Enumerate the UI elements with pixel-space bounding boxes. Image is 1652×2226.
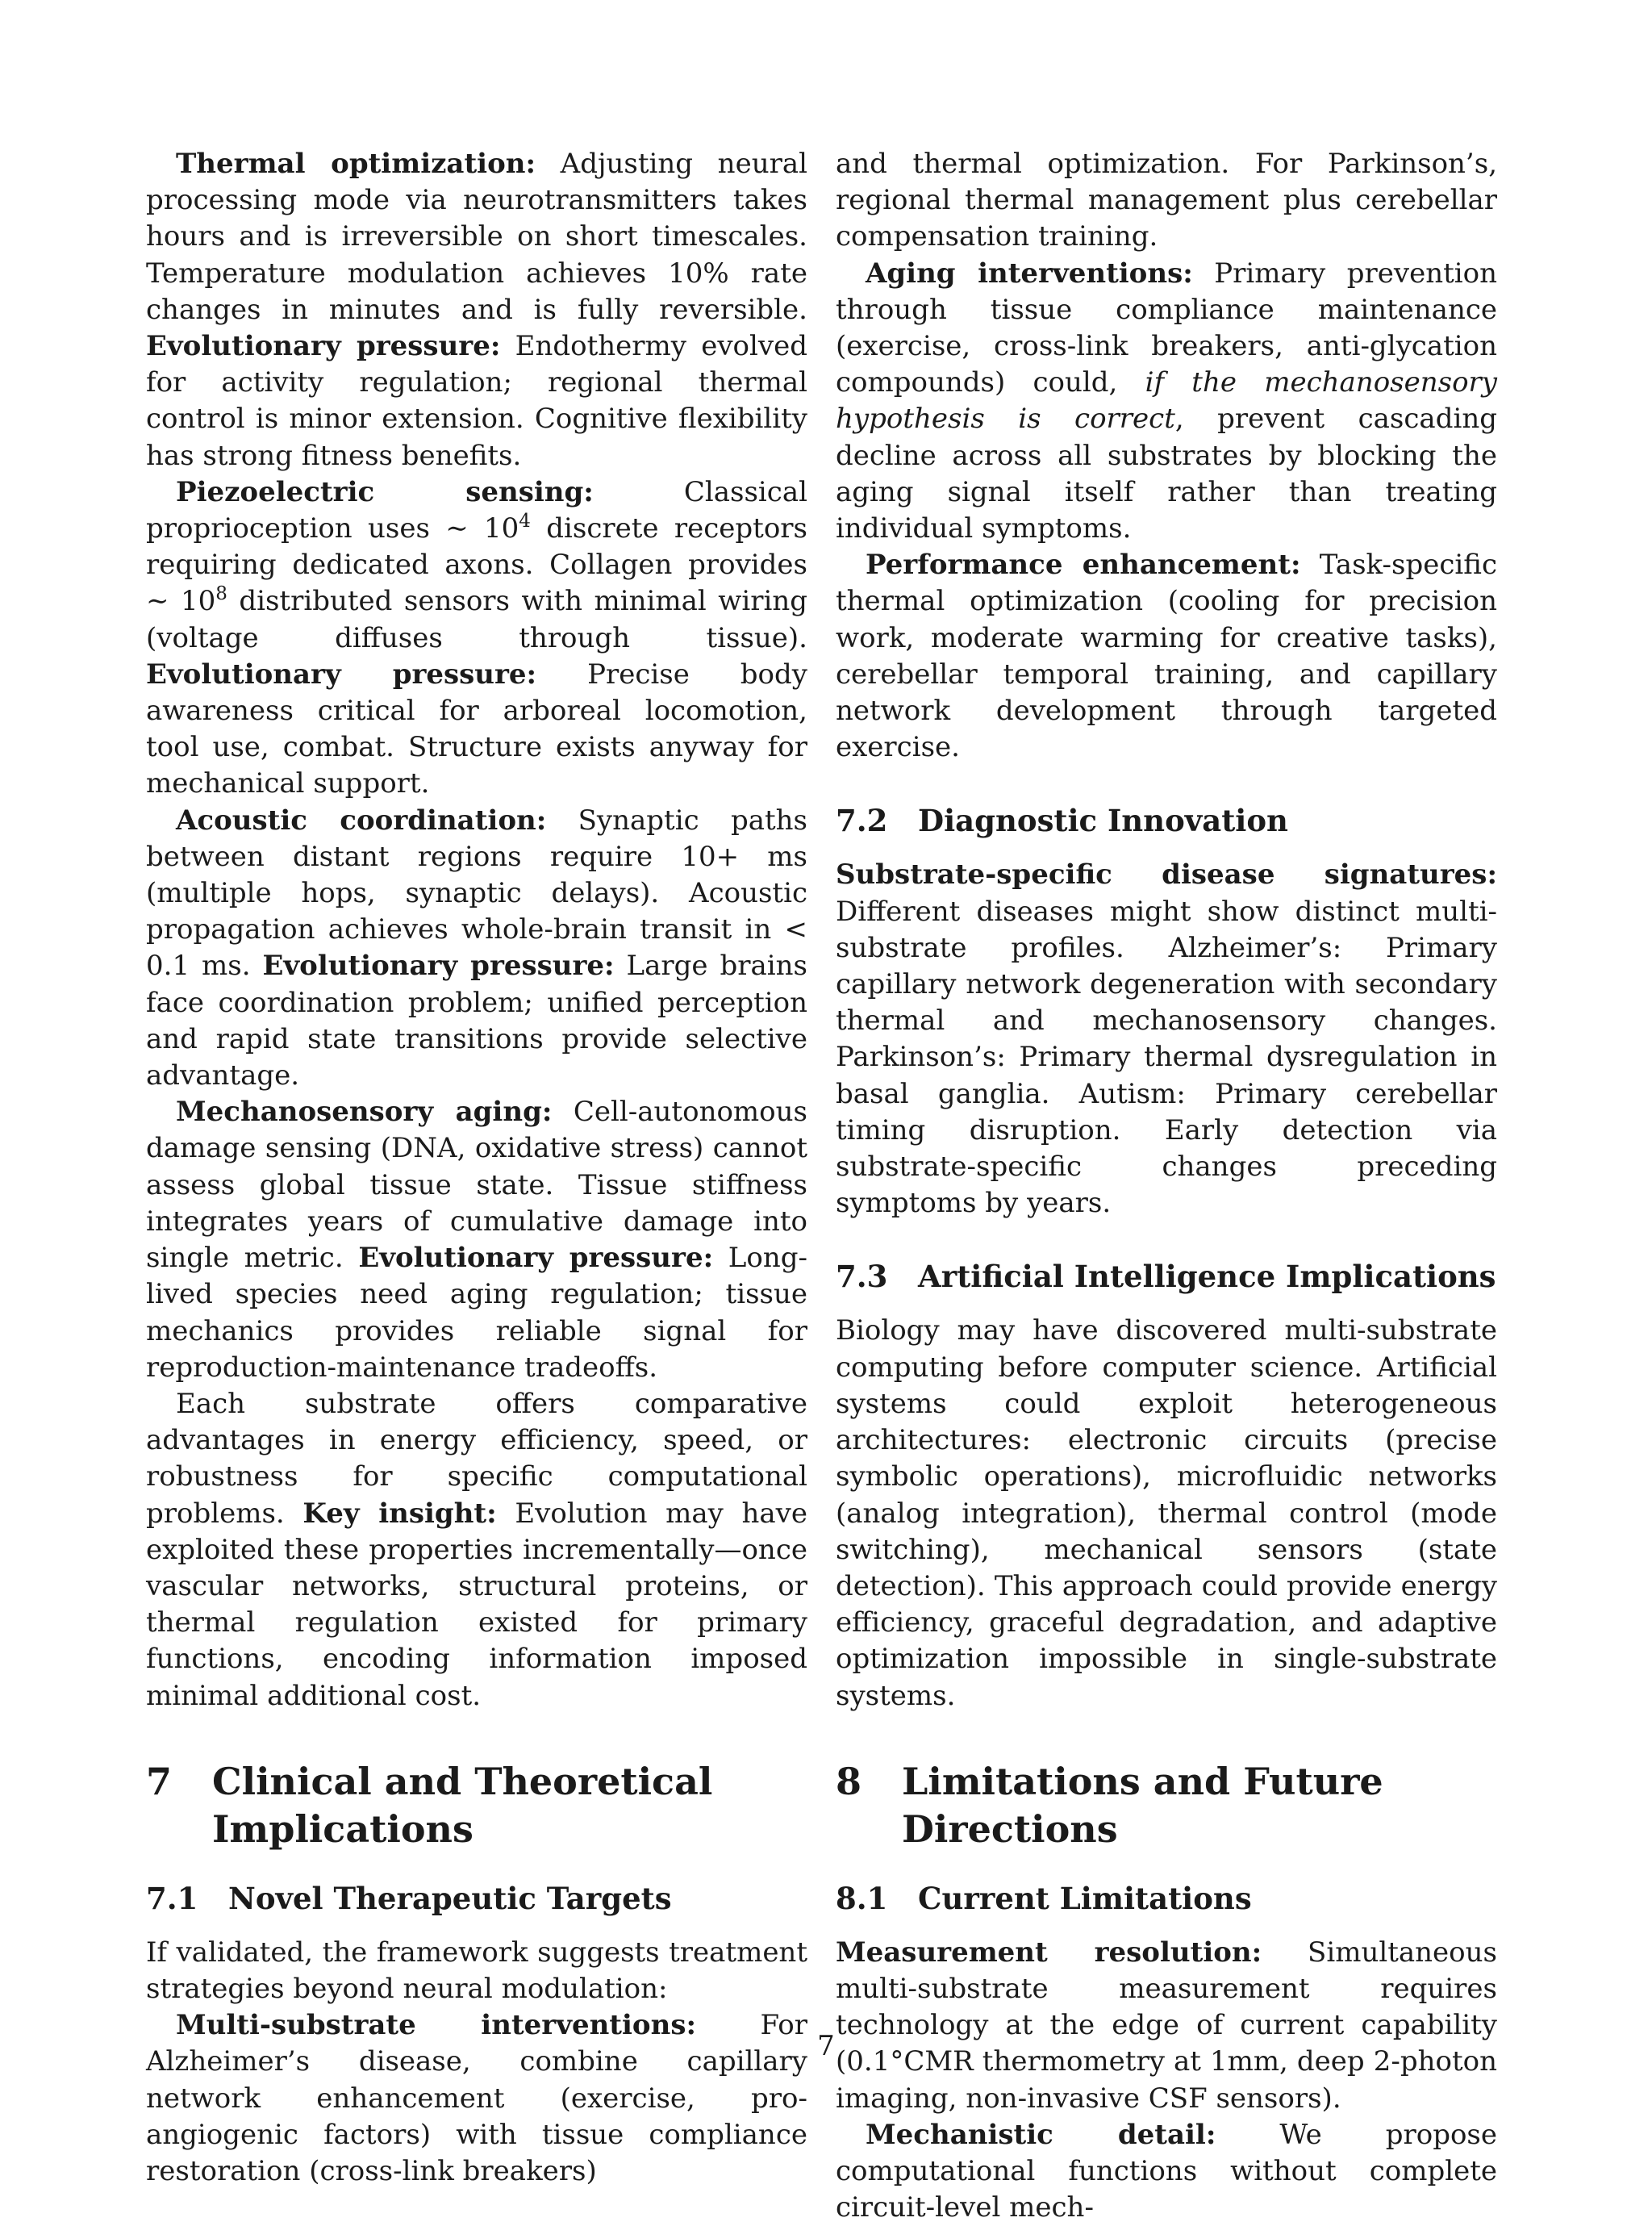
mechano-paragraph bbox=[146, 1094, 807, 1386]
mechano-pressure-text: Long-lived species need aging regulation; tissue mechanics provides reliable signal for reproduction-maintenance tradeoffs. bbox=[146, 1242, 807, 1384]
evolutionary-pressure-label: Evolutionary pressure: bbox=[146, 330, 501, 363]
page-number: 7 bbox=[817, 2030, 835, 2062]
subsection-title: Diagnostic Innovation bbox=[918, 803, 1288, 839]
subsection-number: 7.1 bbox=[146, 1880, 198, 1916]
therapeutic-intro-paragraph: If validated, the framework suggests treatment strategies beyond neural modulation: bbox=[146, 1936, 807, 2005]
disease-signatures-text: Different diseases might show distinct multi-substrate profiles. Alzheimer’s: Primary capillary network degeneration with secondary thermal and mechanosensory changes. Parkinson’s: Primary thermal dysregulation in basal ganglia. Autism: Primary cerebellar timing disruption. Early detection via substrate-specific changes preceding symptoms by years. bbox=[836, 895, 1497, 1220]
section-title: Clinical and Theoretical Implications bbox=[212, 1759, 713, 1851]
section-number: 7 bbox=[146, 1759, 173, 1803]
exponent: 8 bbox=[215, 583, 227, 605]
performance-text: Task-specific thermal optimization (cooling for precision work, moderate warming for creative tasks), cerebellar temporal training, and capillary network development through targeted exercise. bbox=[836, 549, 1497, 764]
key-insight-paragraph bbox=[146, 1386, 807, 1714]
piezo-pressure-text: Precise body awareness critical for arboreal locomotion, tool use, combat. Structure exists anyway for mechanical support. bbox=[146, 658, 807, 800]
section-title: Limitations and Future Directions bbox=[902, 1759, 1383, 1851]
exponent: 4 bbox=[519, 511, 531, 532]
section-number: 8 bbox=[836, 1759, 862, 1803]
thermal-pressure-text: Endothermy evolved for activity regulation; regional thermal control is minor extension. Cognitive flexibility has strong fitness benefits. bbox=[146, 330, 807, 472]
left-column bbox=[146, 146, 807, 2190]
disease-signatures-label: Substrate-specific disease signatures: bbox=[836, 858, 1497, 892]
evolutionary-pressure-label: Evolutionary pressure: bbox=[146, 658, 537, 691]
mechano-text: Cell-autonomous damage sensing (DNA, oxidative stress) cannot assess global tissue state. Tissue stiffness integrates years of cumulative damage into single metric. bbox=[146, 1096, 807, 1275]
performance-paragraph bbox=[836, 547, 1497, 766]
measurement-text: Simultaneous multi-substrate measurement requires technology at the edge of current capability (0.1°CMR thermometry at 1mm, deep 2-photon imaging, non-invasive CSF sensors). bbox=[836, 1936, 1497, 2115]
subsection-title: Current Limitations bbox=[918, 1880, 1252, 1916]
performance-label: Performance enhancement: bbox=[866, 549, 1301, 582]
subsection-number: 7.3 bbox=[836, 1259, 888, 1295]
subsection-number: 7.2 bbox=[836, 803, 888, 839]
acoustic-text: Synaptic paths between distant regions require 10+ ms (multiple hops, synaptic delays). Acoustic propagation achieves whole-brain transit in < 0.1 ms. bbox=[146, 804, 807, 983]
substrate-advantage-text: Each substrate offers comparative advantages in energy efficiency, speed, or robustness for specific computational problems. bbox=[146, 1387, 807, 1530]
mechano-label: Mechanosensory aging: bbox=[176, 1096, 553, 1129]
acoustic-label: Acoustic coordination: bbox=[176, 804, 547, 837]
subsection-title: Artificial Intelligence Implications bbox=[918, 1259, 1496, 1295]
key-insight-label: Key insight: bbox=[302, 1497, 497, 1530]
section-8-heading bbox=[836, 1758, 1497, 1853]
thermal-label: Thermal optimization: bbox=[176, 148, 536, 180]
evolutionary-pressure-label: Evolutionary pressure: bbox=[262, 950, 615, 983]
acoustic-paragraph bbox=[146, 803, 807, 1095]
subsection-8-1-heading bbox=[836, 1881, 1497, 1917]
hypothesis-emphasis: if the mechanosensory hypothesis is correct bbox=[836, 366, 1498, 436]
thermal-text: Adjusting neural processing mode via neurotransmitters takes hours and is irreversible on short timescales. Temperature modulation achieves 10% rate changes in minutes and is fully reversible. bbox=[146, 148, 808, 326]
subsection-title: Novel Therapeutic Targets bbox=[228, 1880, 672, 1916]
mechanistic-text: We propose computational functions without complete circuit-level mech- bbox=[836, 2118, 1497, 2224]
subsection-7-2-heading bbox=[836, 803, 1497, 839]
measurement-label: Measurement resolution: bbox=[836, 1936, 1262, 1969]
aging-label: Aging interventions: bbox=[866, 257, 1193, 290]
subsection-7-1-heading bbox=[146, 1881, 807, 1917]
multi-substrate-continued: and thermal optimization. For Parkinson’s, regional thermal management plus cerebellar compensation training. bbox=[836, 148, 1497, 253]
piezo-paragraph bbox=[146, 474, 807, 803]
right-column bbox=[836, 146, 1497, 2226]
aging-paragraph bbox=[836, 256, 1497, 548]
multi-substrate-text: For Alzheimer’s disease, combine capillary network enhancement (exercise, pro-angiogenic factors) with tissue compliance restoration (cross-link breakers) bbox=[146, 2009, 807, 2187]
aging-text: , prevent cascading decline across all substrates by blocking the aging signal itself rather than treating individual symptoms. bbox=[836, 403, 1497, 545]
disease-signatures-paragraph bbox=[836, 857, 1497, 1222]
piezo-text: discrete receptors requiring dedicated axons. Collagen provides ∼ 10 bbox=[146, 512, 807, 618]
piezo-text: Classical proprioception uses ∼ 10 bbox=[146, 475, 807, 545]
acoustic-pressure-text: Large brains face coordination problem; unified perception and rapid state transitions provide selective advantage. bbox=[146, 950, 807, 1092]
evolutionary-pressure-label: Evolutionary pressure: bbox=[358, 1242, 714, 1275]
subsection-7-3-heading bbox=[836, 1259, 1497, 1295]
subsection-number: 8.1 bbox=[836, 1880, 888, 1916]
ai-implications-paragraph: Biology may have discovered multi-substrate computing before computer science. Artificial systems could exploit heterogeneous architectures: electronic circuits (precise symbolic operations), microfluidic networks (analog integration), thermal control (mode switching), mechanical sensors (state detection). This approach could provide energy efficiency, graceful degradation, and adaptive optimization impossible in single-substrate systems. bbox=[836, 1314, 1497, 1712]
piezo-text: distributed sensors with minimal wiring (voltage diffuses through tissue). bbox=[146, 585, 807, 654]
mechanistic-paragraph bbox=[836, 2117, 1497, 2226]
measurement-paragraph bbox=[836, 1935, 1497, 2117]
mechanistic-label: Mechanistic detail: bbox=[866, 2118, 1216, 2151]
section-7-heading bbox=[146, 1758, 807, 1853]
aging-text: Primary prevention through tissue compliance maintenance (exercise, cross-link breakers, anti-glycation compounds) could, bbox=[836, 257, 1497, 399]
thermal-paragraph bbox=[146, 146, 807, 474]
key-insight-text: Evolution may have exploited these properties incrementally—once vascular networks, structural proteins, or thermal regulation existed for primary functions, encoding information imposed minimal additional cost. bbox=[146, 1497, 807, 1712]
multi-substrate-label: Multi-substrate interventions: bbox=[176, 2009, 697, 2042]
piezo-label: Piezoelectric sensing: bbox=[176, 475, 594, 508]
